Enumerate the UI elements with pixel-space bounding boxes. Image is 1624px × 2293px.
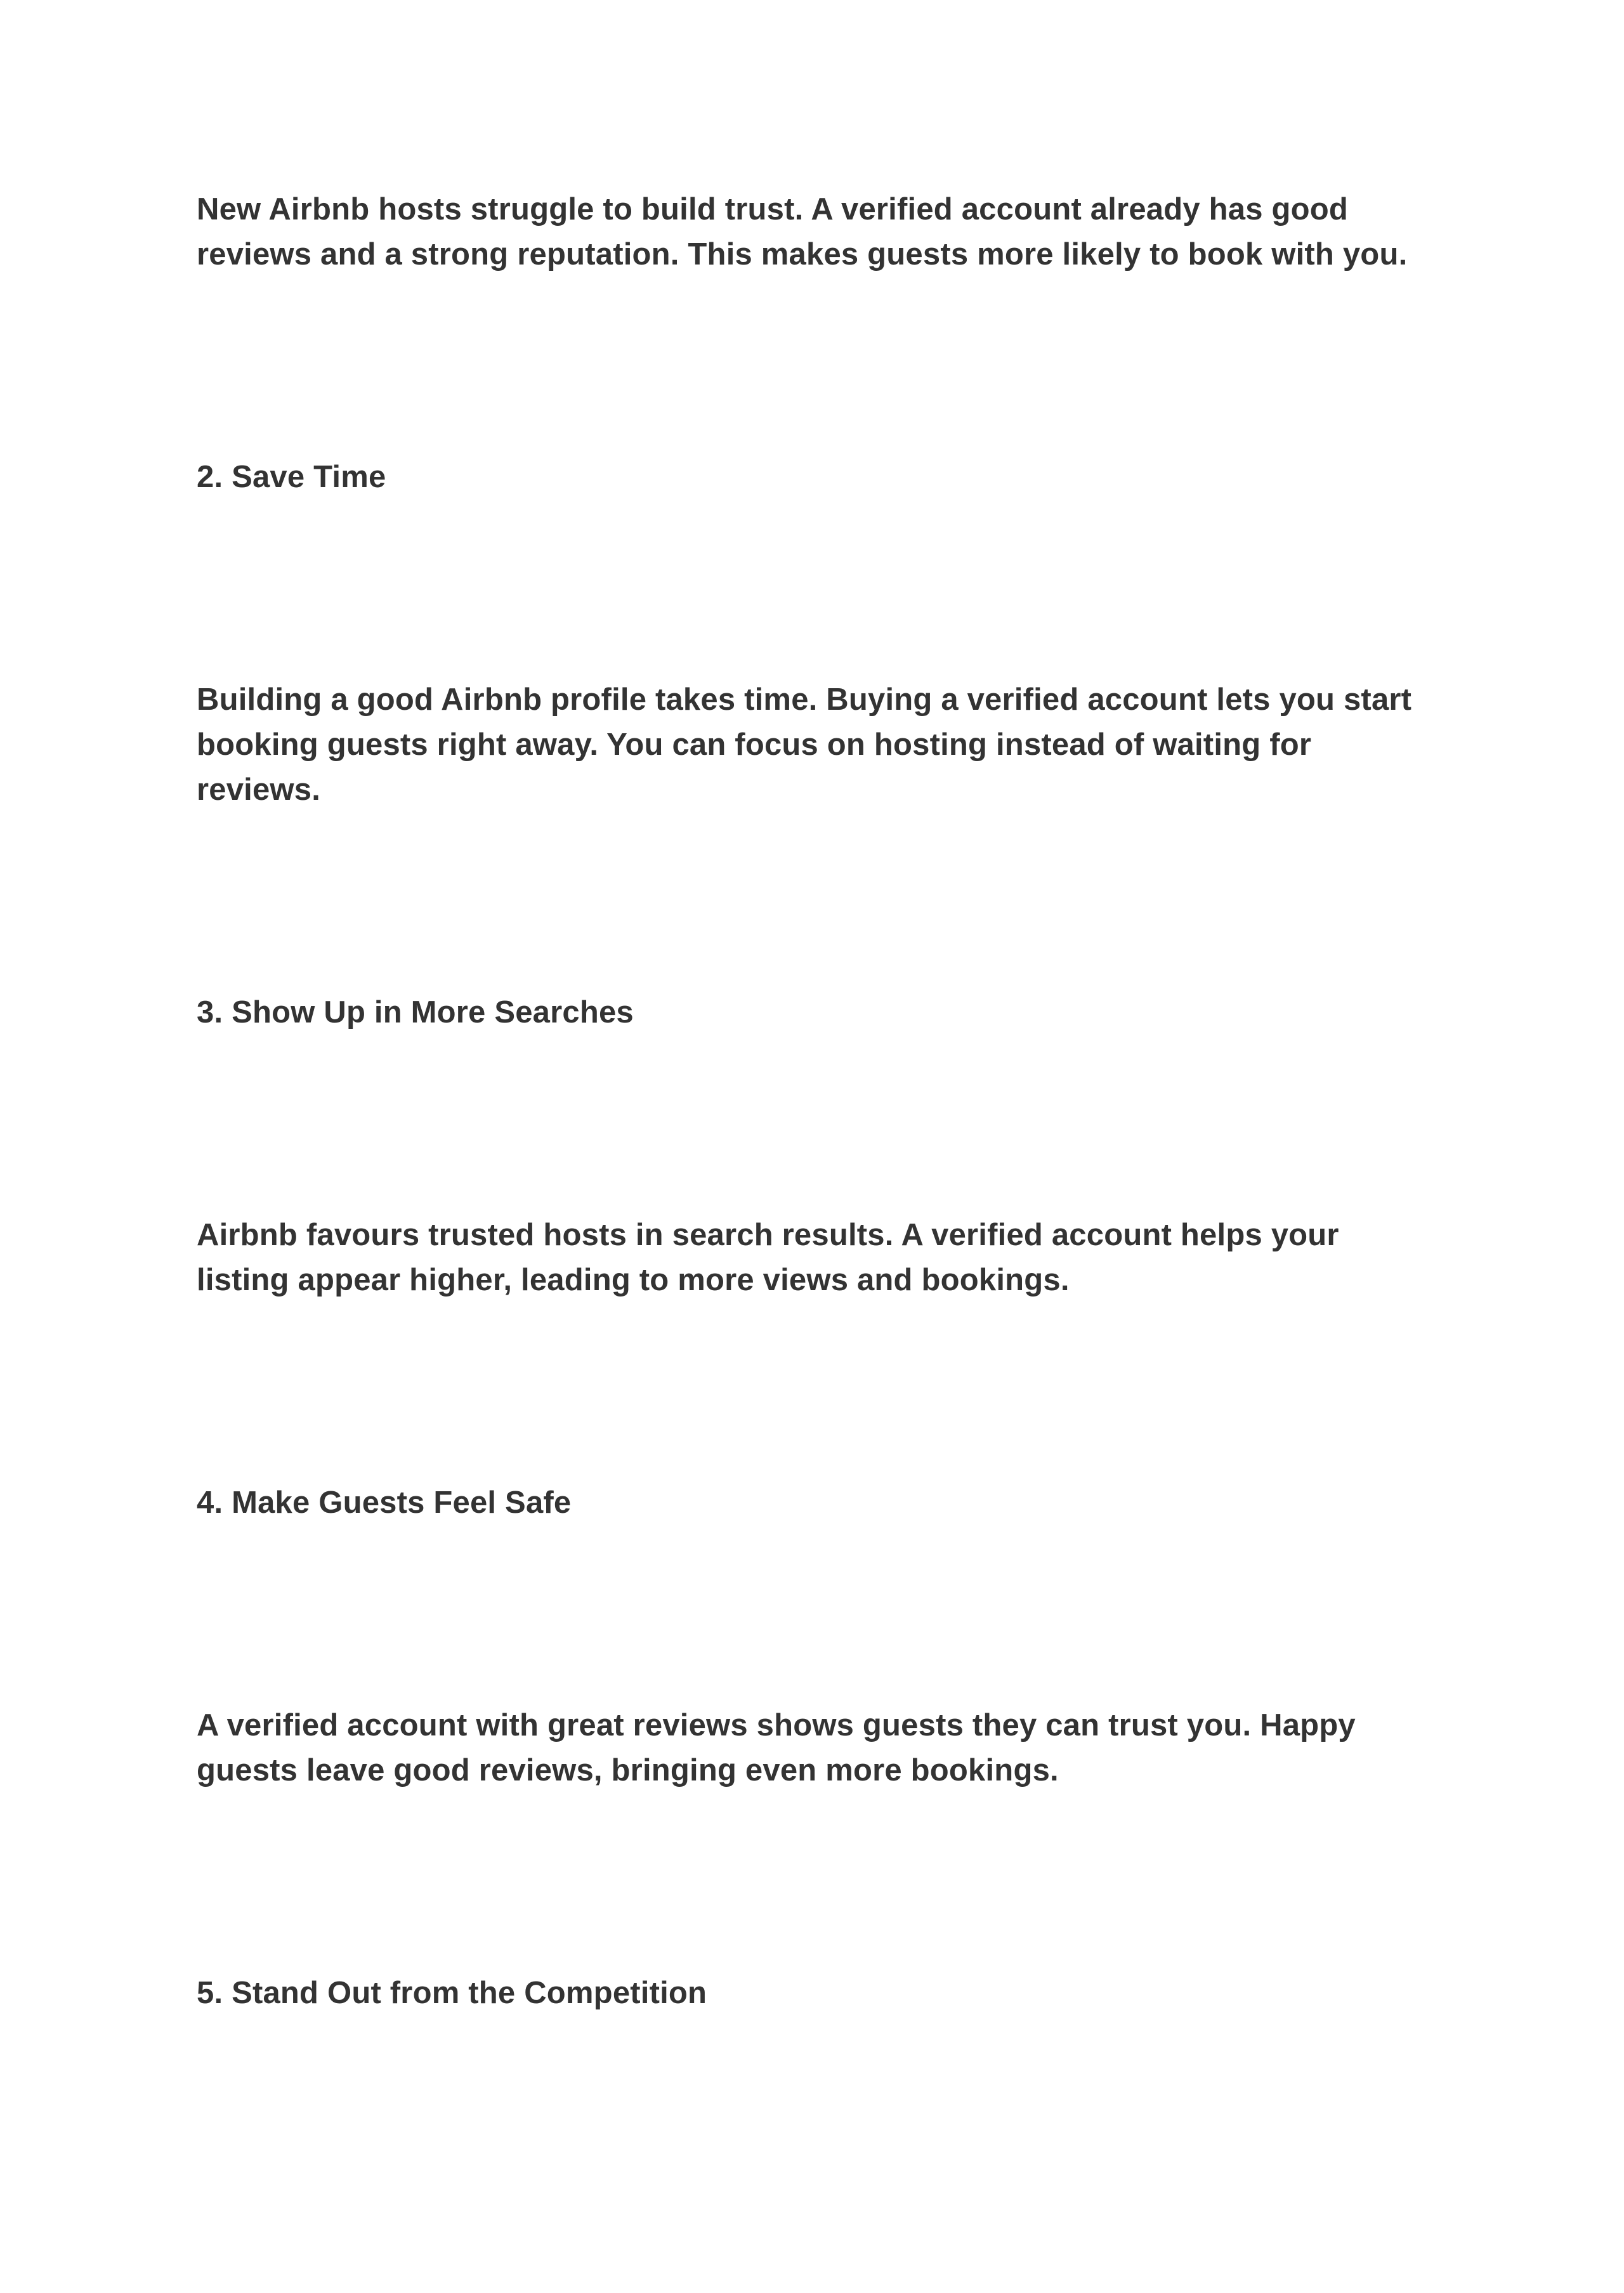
paragraph-more-searches: [197, 1213, 1434, 1303]
paragraph-save-time: [197, 677, 1434, 813]
paragraph-line: booking guests right away. You can focus on hosting instead of waiting for: [197, 728, 1312, 762]
section-heading-guests-feel-safe: [197, 1480, 1434, 1525]
section-heading-save-time: [197, 455, 1434, 500]
paragraph-line: Airbnb favours trusted hosts in search results. A verified account helps your: [197, 1218, 1339, 1252]
paragraph-line: A verified account with great reviews shows guests they can trust you. Happy: [197, 1708, 1356, 1742]
section-heading-stand-out: [197, 1971, 1434, 2016]
heading-line: 5. Stand Out from the Competition: [197, 1976, 707, 2010]
paragraph-line: Building a good Airbnb profile takes time. Buying a verified account lets you start: [197, 683, 1412, 717]
paragraph-trust-benefit: [197, 187, 1434, 277]
paragraph-line: New Airbnb hosts struggle to build trust. A verified account already has good: [197, 192, 1349, 226]
heading-line: 4. Make Guests Feel Safe: [197, 1486, 572, 1520]
paragraph-line: guests leave good reviews, bringing even more bookings.: [197, 1753, 1059, 1787]
paragraph-line: reviews.: [197, 773, 321, 807]
heading-line: 2. Save Time: [197, 460, 386, 494]
paragraph-line: listing appear higher, leading to more views and bookings.: [197, 1263, 1070, 1297]
section-heading-more-searches: [197, 990, 1434, 1035]
paragraph-line: reviews and a strong reputation. This makes guests more likely to book with you.: [197, 237, 1408, 271]
heading-line: 3. Show Up in More Searches: [197, 995, 634, 1029]
paragraph-guests-feel-safe: [197, 1703, 1434, 1793]
